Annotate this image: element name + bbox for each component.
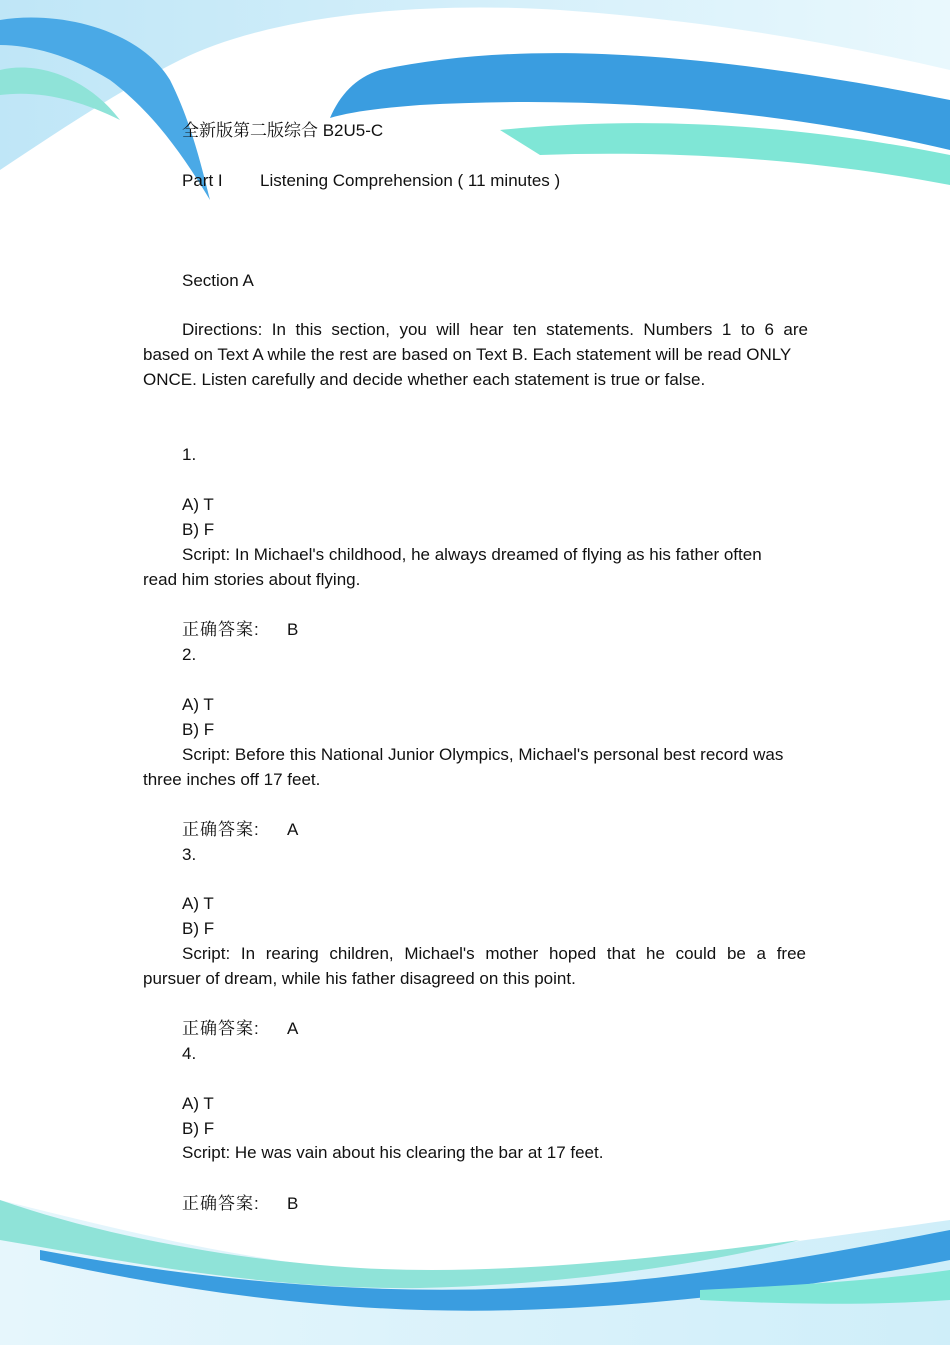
directions-first-line: Directions: In this section, you will hear ten statements. Numbers 1 to 6 are	[182, 320, 808, 339]
option-a: A) T	[182, 894, 214, 913]
option-b: B) F	[182, 520, 215, 539]
script-first-line: Script: In rearing children, Michael's mother hoped that he could be a free	[182, 944, 806, 963]
correct-answer	[182, 1191, 299, 1216]
part-label: Part I	[182, 171, 223, 190]
script-continuation: pursuer of dream, while his father disagreed on this point.	[143, 969, 576, 988]
option-a: A) T	[182, 695, 214, 714]
question-number: 2.	[182, 645, 197, 664]
script-first-line: Script: He was vain about his clearing the bar at 17 feet.	[182, 1143, 604, 1162]
question-number: 3.	[182, 845, 197, 864]
correct-answer	[182, 617, 299, 642]
question-number: 4.	[182, 1044, 197, 1063]
correct-answer-label: 正确答案:	[182, 1194, 260, 1213]
correct-answer-label: 正确答案:	[182, 1019, 260, 1038]
script-first-line: Script: In Michael's childhood, he always dreamed of flying as his father often	[182, 545, 762, 564]
question-number: 1.	[182, 445, 197, 464]
script-continuation: read him stories about flying.	[143, 570, 361, 589]
option-a: A) T	[182, 1094, 214, 1113]
correct-answer	[182, 817, 299, 842]
script-continuation: three inches off 17 feet.	[143, 770, 321, 789]
option-a: A) T	[182, 495, 214, 514]
script-first-line: Script: Before this National Junior Olympics, Michael's personal best record was	[182, 745, 784, 764]
header-wave-decoration	[0, 0, 950, 230]
correct-answer-label: 正确答案:	[182, 820, 260, 839]
part-title: Listening Comprehension ( 11 minutes )	[260, 171, 561, 190]
directions-rest: based on Text A while the rest are based on Text B. Each statement will be read ONLY ONCE. Listen carefully and decide whether each statement is true or false.	[143, 345, 791, 389]
correct-answer-value: A	[287, 820, 299, 839]
correct-answer-value: B	[287, 620, 299, 639]
option-b: B) F	[182, 919, 215, 938]
document-title: 全新版第二版综合 B2U5-C	[182, 121, 384, 140]
correct-answer	[182, 1016, 299, 1041]
section-title: Section A	[182, 271, 254, 290]
correct-answer-value: A	[287, 1019, 299, 1038]
correct-answer-label: 正确答案:	[182, 620, 260, 639]
footer-wave-decoration	[0, 1160, 950, 1345]
option-b: B) F	[182, 720, 215, 739]
option-b: B) F	[182, 1119, 215, 1138]
correct-answer-value: B	[287, 1194, 299, 1213]
